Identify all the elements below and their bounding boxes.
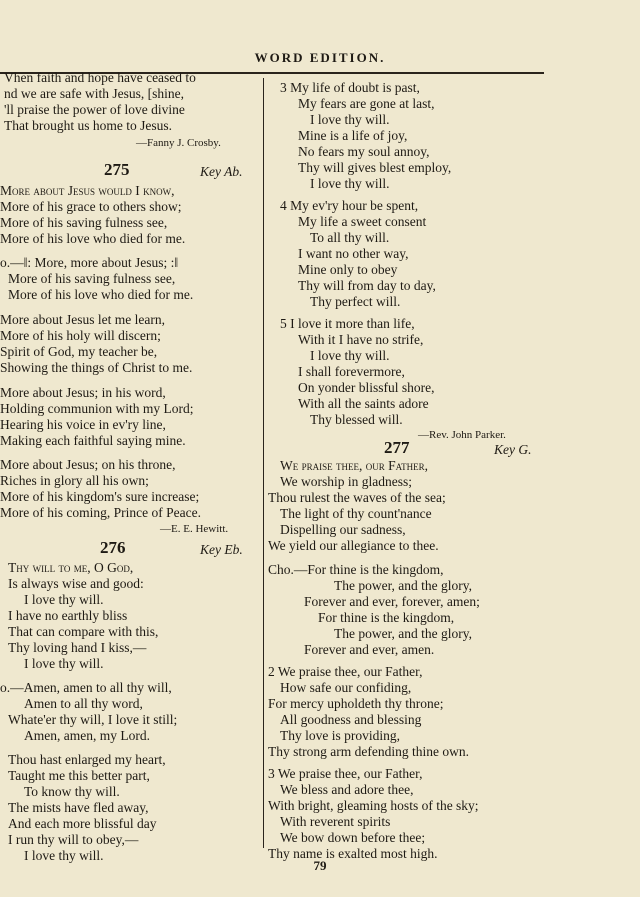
hymn-number: 276 — [100, 538, 126, 557]
verse-line: More of his love who died for me. — [0, 231, 186, 246]
chorus-line: Cho.—For thine is the kingdom, — [268, 562, 444, 577]
hymn-key: Key Eb. — [200, 542, 243, 557]
verse-line: The light of thy count'nance — [280, 506, 432, 521]
verse-line: My fears are gone at last, — [298, 96, 435, 111]
verse-line: All goodness and blessing — [280, 712, 422, 727]
verse-line: Holding communion with my Lord; — [0, 401, 194, 416]
verse-line: Thy loving hand I kiss,— — [8, 640, 147, 655]
chorus-line: Amen to all thy word, — [24, 696, 143, 711]
verse-line: More about Jesus; in his word, — [0, 385, 166, 400]
verse-line: With bright, gleaming hosts of the sky; — [268, 798, 479, 813]
verse-line: Thou rulest the waves of the sea; — [268, 490, 446, 505]
hymn-key: Key G. — [494, 442, 532, 457]
verse-line: I love thy will. — [24, 848, 104, 863]
chorus-line: Forever and ever, amen. — [304, 642, 435, 657]
verse-line: Thy will to me, O God, — [8, 560, 134, 575]
verse-line: Thy will from day to day, — [298, 278, 436, 293]
verse-line: More about Jesus let me learn, — [0, 312, 165, 327]
verse-line: Thy perfect will. — [310, 294, 401, 309]
verse-line: More of his coming, Prince of Peace. — [0, 505, 201, 520]
verse-line: On yonder blissful shore, — [298, 380, 435, 395]
verse-line: 3 We praise thee, our Father, — [268, 766, 423, 781]
verse-line: With all the saints adore — [298, 396, 429, 411]
verse-line: More about Jesus; on his throne, — [0, 457, 176, 472]
verse-line: That can compare with this, — [8, 624, 159, 639]
verse-line: That brought us home to Jesus. — [4, 118, 172, 133]
author-credit: —Rev. John Parker. — [418, 429, 506, 441]
verse-line: For mercy upholdeth thy throne; — [268, 696, 444, 711]
hymn-number: 275 — [104, 160, 130, 179]
chorus-line: Whate'er thy will, I love it still; — [8, 712, 178, 727]
verse-line: I love thy will. — [24, 656, 104, 671]
verse-line: Thy strong arm defending thine own. — [268, 744, 469, 759]
verse-line: I love thy will. — [310, 176, 390, 191]
verse-line: More of his grace to others show; — [0, 199, 182, 214]
chorus-line: Forever and ever, forever, amen; — [304, 594, 480, 609]
author-credit: —Fanny J. Crosby. — [136, 137, 221, 149]
verse-line: The mists have fled away, — [8, 800, 149, 815]
chorus-line: More of his love who died for me. — [8, 287, 194, 302]
verse-line: We bow down before thee; — [280, 830, 426, 845]
chorus-line: More of his saving fulness see, — [8, 271, 176, 286]
verse-line: Dispelling our sadness, — [280, 522, 406, 537]
page-number: 79 — [313, 858, 327, 873]
verse-line: To all thy will. — [310, 230, 390, 245]
verse-line: 5 I love it more than life, — [280, 316, 415, 331]
column-divider — [263, 78, 264, 848]
verse-line: More of his saving fulness see, — [0, 215, 168, 230]
chorus-line: Amen, amen, my Lord. — [24, 728, 150, 743]
chorus-line: o.—Amen, amen to all thy will, — [0, 680, 172, 695]
running-header: WORD EDITION. — [254, 50, 386, 65]
verse-line: 3 My life of doubt is past, — [280, 80, 420, 95]
hymn-key: Key Ab. — [200, 164, 243, 179]
verse-line: Hearing his voice in ev'ry line, — [0, 417, 166, 432]
verse-line: I love thy will. — [310, 112, 390, 127]
verse-line: Showing the things of Christ to me. — [0, 360, 193, 375]
verse-line: I want no other way, — [298, 246, 409, 261]
chorus-line: o.—‖: More, more about Jesus; :‖ — [0, 255, 179, 270]
author-credit: —E. E. Hewitt. — [160, 523, 229, 535]
verse-line: How safe our confiding, — [280, 680, 412, 695]
verse-line: I shall forevermore, — [298, 364, 405, 379]
verse-line: nd we are safe with Jesus, [shine, — [4, 86, 184, 101]
verse-line: Riches in glory all his own; — [0, 473, 149, 488]
chorus-line: The power, and the glory, — [334, 626, 473, 641]
chorus-line: For thine is the kingdom, — [318, 610, 455, 625]
verse-line: 2 We praise thee, our Father, — [268, 664, 423, 679]
verse-line: Is always wise and good: — [8, 576, 144, 591]
verse-line: I love thy will. — [24, 592, 104, 607]
verse-line: With reverent spirits — [280, 814, 391, 829]
verse-line: To know thy will. — [24, 784, 120, 799]
verse-line: I have no earthly bliss — [8, 608, 128, 623]
verse-line: Thou hast enlarged my heart, — [8, 752, 166, 767]
verse-line: Thy name is exalted most high. — [268, 846, 438, 861]
verse-line: Spirit of God, my teacher be, — [0, 344, 158, 359]
verse-line: Taught me this better part, — [8, 768, 150, 783]
verse-line: We bless and adore thee, — [280, 782, 414, 797]
chorus-line: The power, and the glory, — [334, 578, 473, 593]
verse-line: Mine only to obey — [298, 262, 398, 277]
verse-line: 4 My ev'ry hour be spent, — [280, 198, 419, 213]
verse-line: Thy love is providing, — [280, 728, 400, 743]
verse-line: With it I have no strife, — [298, 332, 424, 347]
verse-line: 'll praise the power of love divine — [4, 102, 185, 117]
verse-line: And each more blissful day — [8, 816, 157, 831]
verse-line: Mine is a life of joy, — [298, 128, 408, 143]
verse-line: My life a sweet consent — [298, 214, 427, 229]
hymn-number: 277 — [384, 438, 410, 457]
verse-line: I love thy will. — [310, 348, 390, 363]
verse-line: Vhen faith and hope have ceased to — [4, 70, 196, 85]
verse-line: More of his holy will discern; — [0, 328, 161, 343]
verse-line: Thy will gives blest employ, — [298, 160, 452, 175]
verse-line: We praise thee, our Father, — [280, 458, 428, 473]
verse-line: I run thy will to obey,— — [8, 832, 139, 847]
verse-line: More about Jesus would I know, — [0, 183, 175, 198]
verse-line: More of his kingdom's sure increase; — [0, 489, 200, 504]
verse-line: No fears my soul annoy, — [298, 144, 430, 159]
verse-line: Making each faithful saying mine. — [0, 433, 186, 448]
verse-line: We worship in gladness; — [280, 474, 413, 489]
verse-line: Thy blessed will. — [310, 412, 403, 427]
verse-line: We yield our allegiance to thee. — [268, 538, 439, 553]
